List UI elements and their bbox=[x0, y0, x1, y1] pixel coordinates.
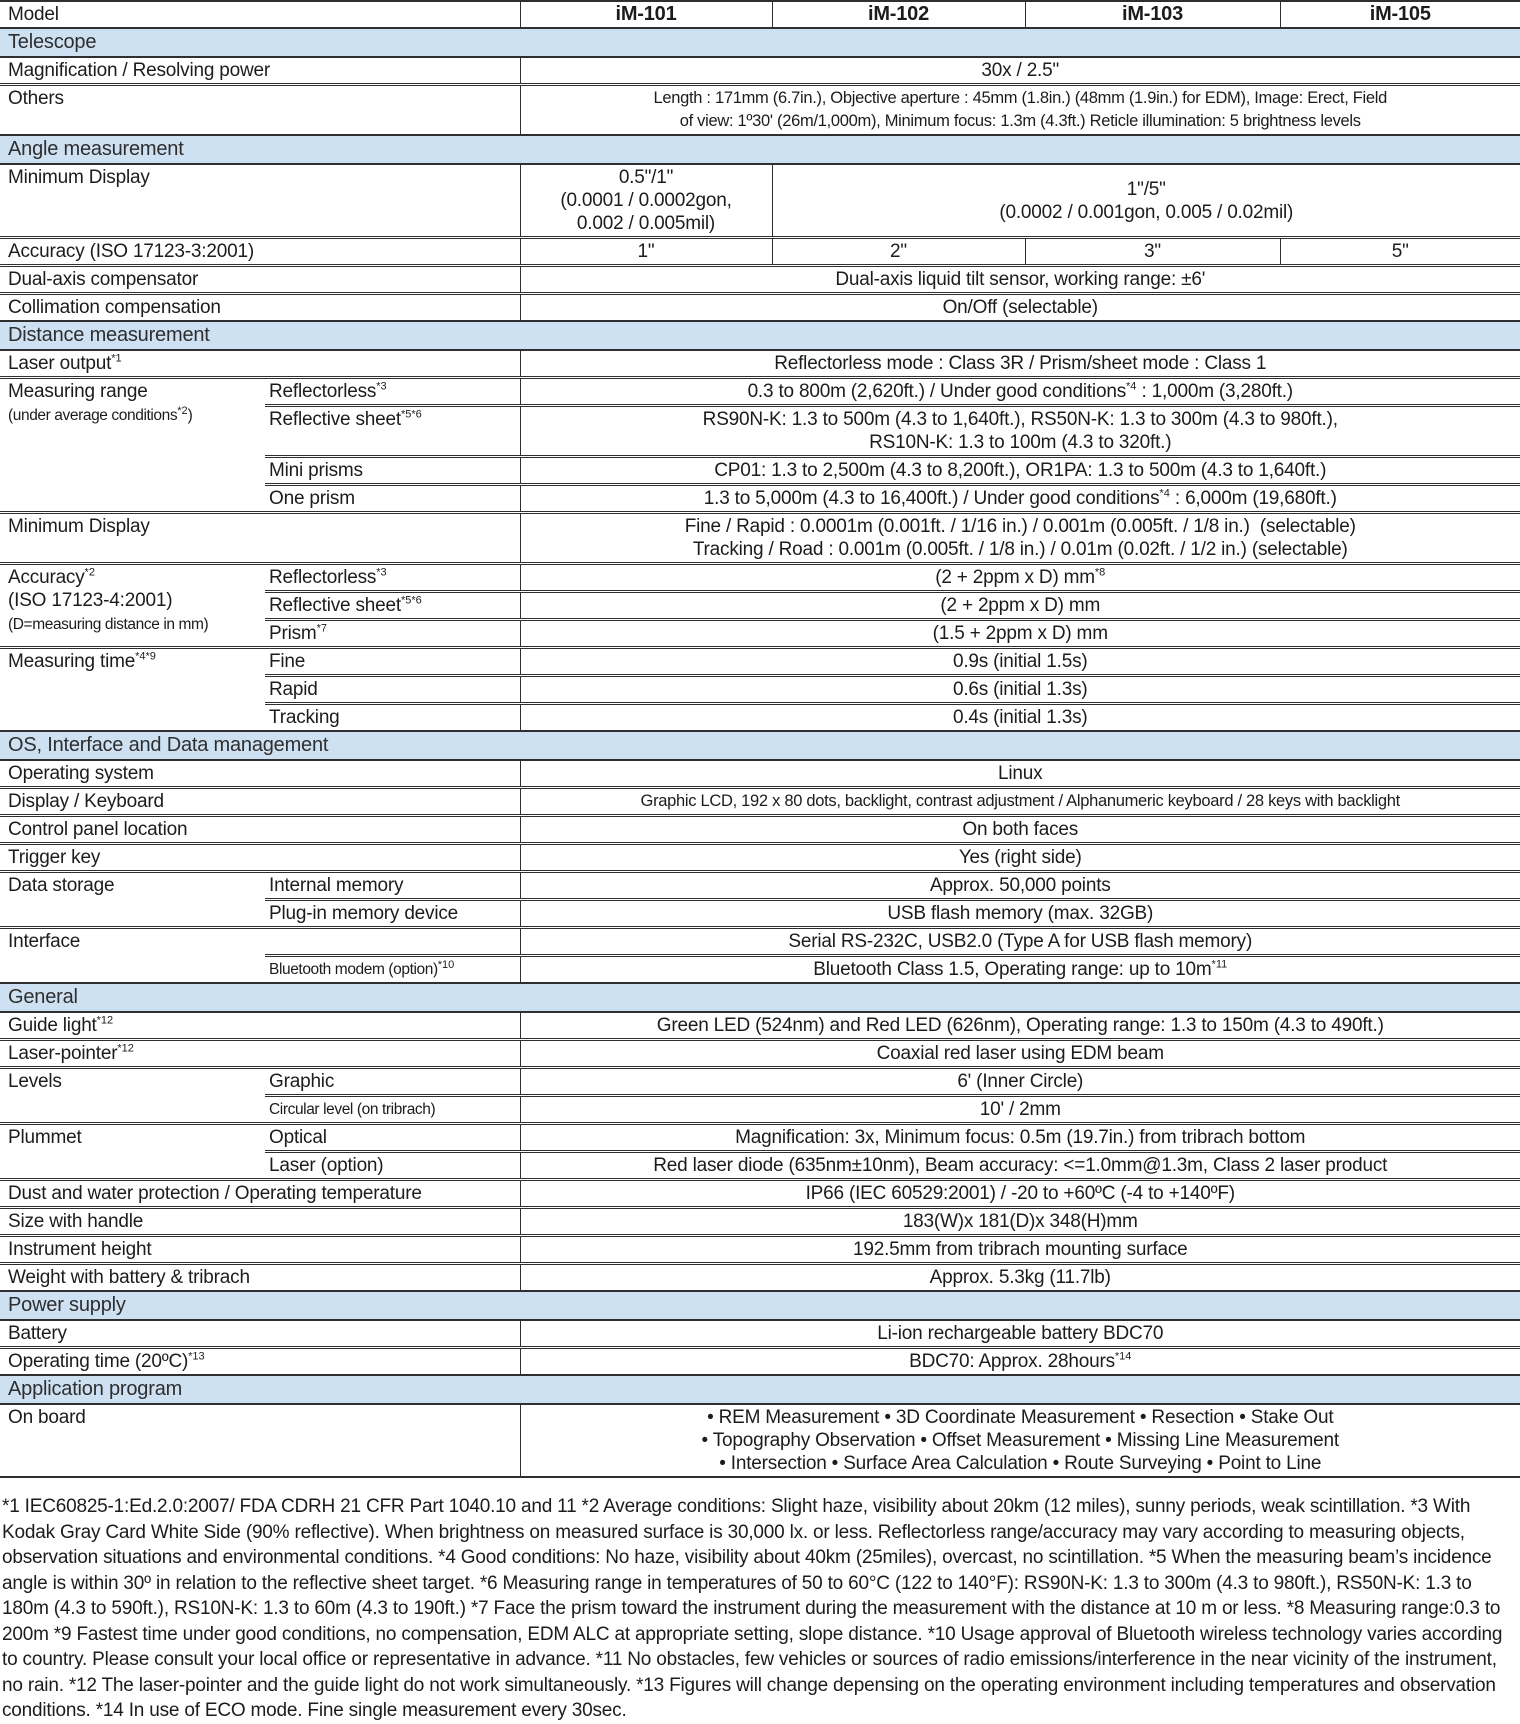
row-value: CP01: 1.3 to 2,500m (4.3 to 8,200ft.), OR1PA: 1.3 to 500m (4.3 to 1,640ft.) bbox=[520, 457, 1520, 485]
sub-label: Tracking bbox=[265, 704, 520, 732]
row-value: 192.5mm from tribrach mounting surface bbox=[520, 1236, 1520, 1264]
row-plummet-optical bbox=[0, 1124, 1520, 1152]
row-label: Guide light$^{*12}$ bbox=[0, 1012, 520, 1040]
sub-label: Reflectorless$^{*3}$ bbox=[265, 564, 520, 592]
row-label: Collimation compensation bbox=[0, 294, 520, 322]
model-im103: iM-103 bbox=[1025, 1, 1280, 28]
group-label-line2: (under average conditions$^{*2}$) bbox=[8, 404, 193, 424]
footnotes: *1 IEC60825-1:Ed.2.0:2007/ FDA CDRH 21 CFR Part 1040.10 and 11 *2 Average conditions: Slight haze, visibility about 20km (12 miles), sunny periods, weak scintillation. *3 With Kodak Gray Card White Side (90% reflective). When brightness on measured surface is 30,000 lx. or less. Reflectorless range/accuracy may vary according to measuring objects, observation situations and environmental conditions. *4 Good conditions: No haze, visibility about 40km (25miles), overcast, no scintillation. *5 When the measuring beam’s incidence angle is within 30º in relation to the reflective sheet target. *6 Measuring range in temperatures of 50 to 60°C (122 to 140°F): RS90N-K: 1.3 to 300m (4.3 to 980ft.), RS50N-K: 1.3 to 180m (4.3 to 590ft.), RS10N-K: 1.3 to 60m (4.3 to 190ft.) *7 Face the prism toward the instrument during the measurement with the distance at 10 m or less. *8 Measuring range:0.3 to 200m *9 Fastest time under good conditions, no compensation, EDM ALC at appropriate setting, slope distance. *10 Usage approval of Bluetooth wireless technology varies according to country. Please consult your local office or representative in advance. *11 No obstacles, few vehicles or sources of radio emissions/interference in the near vicinity of the instrument, no rain. *12 The laser-pointer and the guide light do not work simultaneously. *13 Figures will change depensing on the operating environment including temperatures and observation conditions. *14 In use of ECO mode. Fine single measurement every 30sec. bbox=[2, 1496, 1503, 1721]
row-distance-minimum-display bbox=[0, 513, 1520, 564]
row-label: Trigger key bbox=[0, 844, 520, 872]
row-value: 10' / 2mm bbox=[520, 1096, 1520, 1124]
sub-label: Prism$^{*7}$ bbox=[265, 620, 520, 648]
sub-label: Bluetooth modem (option)$^{*10}$ bbox=[265, 956, 520, 984]
row-value: Serial RS-232C, USB2.0 (Type A for USB flash memory) bbox=[520, 928, 1520, 956]
row-operating-time bbox=[0, 1348, 1520, 1376]
row-trigger-key bbox=[0, 844, 1520, 872]
row-display-keyboard bbox=[0, 788, 1520, 816]
row-label: Dual-axis compensator bbox=[0, 266, 520, 294]
row-on-board bbox=[0, 1404, 1520, 1477]
model-im102: iM-102 bbox=[772, 1, 1025, 28]
row-label: Accuracy (ISO 17123-3:2001) bbox=[0, 238, 520, 266]
row-levels-graphic bbox=[0, 1068, 1520, 1096]
row-collimation-compensation bbox=[0, 294, 1520, 322]
sub-label: Fine bbox=[265, 648, 520, 676]
row-label: Size with handle bbox=[0, 1208, 520, 1236]
value-im102: 2" bbox=[772, 238, 1025, 266]
row-value: 6' (Inner Circle) bbox=[520, 1068, 1520, 1096]
group-label-measuring-time: Measuring time$^{*4*9}$ bbox=[0, 648, 265, 732]
group-label-plummet: Plummet bbox=[0, 1124, 265, 1180]
row-measuring-time-fine bbox=[0, 648, 1520, 676]
row-value: Reflectorless mode : Class 3R / Prism/sheet mode : Class 1 bbox=[774, 353, 1267, 374]
row-angle-minimum-display bbox=[0, 164, 1520, 238]
row-label: Battery bbox=[0, 1320, 520, 1348]
row-value: (2 + 2ppm x D) $mm^{*8}$ bbox=[520, 564, 1520, 592]
row-label: Laser output$^{*1}$ bbox=[0, 350, 520, 378]
row-laser-pointer bbox=[0, 1040, 1520, 1068]
row-value: Yes (right side) bbox=[520, 844, 1520, 872]
sub-label: Internal memory bbox=[265, 872, 520, 900]
row-instrument-height bbox=[0, 1236, 1520, 1264]
value-im105: 5" bbox=[1280, 238, 1520, 266]
section-header-angle-measurement bbox=[0, 135, 1520, 164]
row-value: 0.9s (initial 1.5s) bbox=[520, 648, 1520, 676]
row-value: Red laser diode (635nm±10nm), Beam accuracy: <=1.0mm@1.3m, Class 2 laser product bbox=[520, 1152, 1520, 1180]
section-header-distance-measurement bbox=[0, 321, 1520, 350]
row-value: Bluetooth Class 1.5, Operating range: up to $10m^{*11}$ bbox=[520, 956, 1520, 984]
row-value: BDC70: Approx. 28hours$^{*14}$ bbox=[520, 1348, 1520, 1376]
row-value: Li-ion rechargeable battery BDC70 bbox=[877, 1323, 1164, 1344]
row-value: Coaxial red laser using EDM beam bbox=[520, 1040, 1520, 1068]
row-value: Approx. 50,000 points bbox=[520, 872, 1520, 900]
row-value: (1.5 + 2ppm x D) mm bbox=[520, 620, 1520, 648]
section-header-telescope bbox=[0, 28, 1520, 57]
row-measuring-range-reflectorless bbox=[0, 378, 1520, 406]
row-label: Operating time (20ºC)$^{*13}$ bbox=[0, 1348, 520, 1376]
model-header-row bbox=[0, 1, 1520, 28]
row-value: Dual-axis liquid tilt sensor, working range: ±6' bbox=[520, 266, 1520, 294]
row-size-with-handle bbox=[0, 1208, 1520, 1236]
row-value: Magnification: 3x, Minimum focus: 0.5m (19.7in.) from tribrach bottom bbox=[520, 1124, 1520, 1152]
row-battery bbox=[0, 1320, 1520, 1348]
row-label: Others bbox=[0, 85, 520, 136]
row-data-storage-internal bbox=[0, 872, 1520, 900]
group-label-distance-accuracy bbox=[0, 564, 265, 648]
sub-label: One prism bbox=[265, 485, 520, 513]
group-label-measuring-range bbox=[0, 378, 265, 513]
sub-label: Reflective sheet$^{*5*6}$ bbox=[265, 592, 520, 620]
row-value: On both faces bbox=[520, 816, 1520, 844]
row-label: Instrument height bbox=[0, 1236, 520, 1264]
sub-label: Mini prisms bbox=[265, 457, 520, 485]
section-title: OS, Interface and Data management bbox=[0, 731, 1520, 760]
row-value: USB flash memory (max. 32GB) bbox=[520, 900, 1520, 928]
section-header-os-interface bbox=[0, 731, 1520, 760]
row-value: Linux bbox=[998, 763, 1043, 784]
row-laser-output bbox=[0, 350, 1520, 378]
group-label-line2: (ISO 17123-4:2001) bbox=[8, 590, 173, 611]
section-header-general bbox=[0, 983, 1520, 1012]
sub-label: Plug-in memory device bbox=[265, 900, 520, 928]
section-title: Angle measurement bbox=[0, 135, 1520, 164]
row-others bbox=[0, 85, 1520, 136]
row-value: (2 + 2ppm x D) mm bbox=[520, 592, 1520, 620]
row-label: Magnification / Resolving power bbox=[0, 57, 520, 85]
group-label-line3: (D=measuring distance in mm) bbox=[8, 616, 209, 633]
row-value: 0.4s (initial 1.3s) bbox=[520, 704, 1520, 732]
row-value: • REM Measurement • 3D Coordinate Measurement • Resection • Stake Out • Topography Observation • Offset Measurement • Missing Line Measurement • Intersection • Surface Area Calculation • Route Surveying • Point to Line bbox=[520, 1404, 1520, 1477]
row-angle-accuracy bbox=[0, 238, 1520, 266]
section-title: Distance measurement bbox=[0, 321, 1520, 350]
row-label: Laser-pointer$^{*12}$ bbox=[0, 1040, 520, 1068]
row-interface-serial bbox=[0, 928, 1520, 956]
row-control-panel-location bbox=[0, 816, 1520, 844]
group-label-line1: Accuracy$^{*2}$ bbox=[8, 566, 95, 588]
row-value: Approx. 5.3kg (11.7lb) bbox=[520, 1264, 1520, 1292]
sub-label: Circular level (on tribrach) bbox=[265, 1096, 520, 1124]
row-weight bbox=[0, 1264, 1520, 1292]
value-im101: 1" bbox=[520, 238, 772, 266]
section-title: Application program bbox=[0, 1375, 1520, 1404]
row-value: 183(W)x 181(D)x 348(H)mm bbox=[520, 1208, 1520, 1236]
sub-label: Optical bbox=[265, 1124, 520, 1152]
row-value: Length : 171mm (6.7in.), Objective aperture : 45mm (1.8in.) (48mm (1.9in.) for EDM), Image: Erect, Field of view: 1º30' (26m/1,000m), Minimum focus: 1.3m (4.3ft.) Reticle illumination: 5 brightness levels bbox=[520, 85, 1520, 136]
section-title: Power supply bbox=[0, 1291, 1520, 1320]
sub-label: Rapid bbox=[265, 676, 520, 704]
value-im103: 3" bbox=[1025, 238, 1280, 266]
row-dust-water-protection bbox=[0, 1180, 1520, 1208]
sub-label: Reflective sheet$^{*5*6}$ bbox=[265, 406, 520, 457]
row-guide-light bbox=[0, 1012, 1520, 1040]
row-value: 1.3 to 5,000m (4.3 to 16,400ft.) / Under good conditions$^{*4}$ : 6,000m (19,680ft.) bbox=[520, 485, 1520, 513]
value-im102-105: 1"/5" (0.0002 / 0.001gon, 0.005 / 0.02mil) bbox=[772, 164, 1520, 238]
row-label: Display / Keyboard bbox=[0, 788, 520, 816]
row-label: Control panel location bbox=[0, 816, 520, 844]
row-label: Minimum Display bbox=[0, 164, 520, 238]
group-label-line1: Measuring range bbox=[8, 381, 148, 402]
model-im101: iM-101 bbox=[520, 1, 772, 28]
section-header-power-supply bbox=[0, 1291, 1520, 1320]
row-dual-axis-compensator bbox=[0, 266, 1520, 294]
row-value: Fine / Rapid : 0.0001m (0.001ft. / 1/16 in.) / 0.001m (0.005ft. / 1/8 in.) (selectable) Tracking / Road : 0.001m (0.005ft. / 1/8 in.) / 0.01m (0.02ft. / 1/2 in.) (selectable) bbox=[520, 513, 1520, 564]
row-label: Operating system bbox=[0, 760, 520, 788]
row-distance-accuracy-reflectorless bbox=[0, 564, 1520, 592]
model-label: Model bbox=[0, 1, 520, 28]
sub-label: Graphic bbox=[265, 1068, 520, 1096]
row-label: On board bbox=[0, 1404, 520, 1477]
row-label: Minimum Display bbox=[0, 513, 520, 564]
row-value: 0.6s (initial 1.3s) bbox=[520, 676, 1520, 704]
section-title: Telescope bbox=[0, 28, 1520, 57]
model-im105: iM-105 bbox=[1280, 1, 1520, 28]
row-value: Graphic LCD, 192 x 80 dots, backlight, contrast adjustment / Alphanumeric keyboard / 28 keys with backlight bbox=[520, 788, 1520, 816]
row-value: 30x / 2.5" bbox=[981, 60, 1060, 81]
group-label-data-storage: Data storage bbox=[0, 872, 265, 928]
row-operating-system bbox=[0, 760, 1520, 788]
row-magnification bbox=[0, 57, 1520, 85]
row-value: 0.3 to 800m (2,620ft.) / Under good conditions$^{*4}$ : 1,000m (3,280ft.) bbox=[520, 378, 1520, 406]
group-label-levels: Levels bbox=[0, 1068, 265, 1124]
sub-label: Reflectorless$^{*3}$ bbox=[265, 378, 520, 406]
group-label-interface: Interface bbox=[0, 928, 265, 984]
row-label: Weight with battery & tribrach bbox=[0, 1264, 520, 1292]
row-value: RS90N-K: 1.3 to 500m (4.3 to 1,640ft.), RS50N-K: 1.3 to 300m (4.3 to 980ft.), RS10N-K: 1.3 to 100m (4.3 to 320ft.) bbox=[520, 406, 1520, 457]
sub-label-empty bbox=[265, 928, 520, 956]
row-label: Dust and water protection / Operating temperature bbox=[0, 1180, 520, 1208]
section-header-application-program bbox=[0, 1375, 1520, 1404]
section-title: General bbox=[0, 983, 1520, 1012]
row-value: On/Off (selectable) bbox=[520, 294, 1520, 322]
row-value: Green LED (524nm) and Red LED (626nm), Operating range: 1.3 to 150m (4.3 to 490ft.) bbox=[656, 1015, 1384, 1036]
sub-label: Laser (option) bbox=[265, 1152, 520, 1180]
row-value: IP66 (IEC 60529:2001) / -20 to +60ºC (-4 to +140ºF) bbox=[520, 1180, 1520, 1208]
value-im101: 0.5"/1" (0.0001 / 0.0002gon, 0.002 / 0.005mil) bbox=[560, 167, 732, 234]
